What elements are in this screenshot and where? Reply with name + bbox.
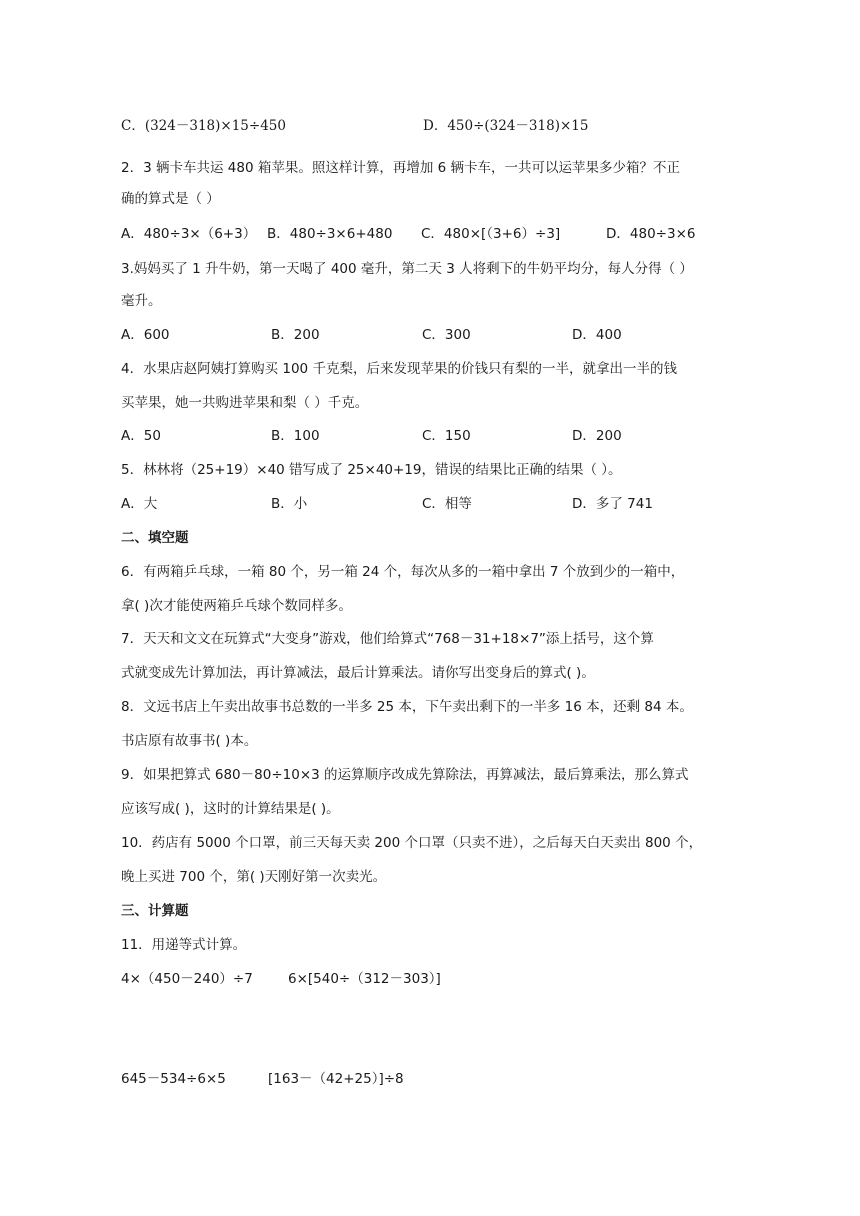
q7-text-line1: 7．天天和文文在玩算式“大变身”游戏，他们给算式“768－31+18×7”添上括号，这个算 [121,631,654,647]
q11-expression-3: 645－534÷6×5 [121,1071,226,1087]
q8-text-line2: 书店原有故事书( )本。 [121,733,258,749]
q3-text-line1: 3.妈妈买了 1 升牛奶，第一天喝了 400 毫升，第二天 3 人将剩下的牛奶平均分，每人分得（ ） [121,261,693,277]
q4-option-d[interactable]: D．200 [572,428,622,444]
q2-options-row [0,224,860,244]
q1-options-row [0,116,860,136]
q7-text-line2: 式就变成先计算加法，再计算减法，最后计算乘法。请你写出变身后的算式( )。 [121,665,595,681]
q3-option-a[interactable]: A．600 [121,327,170,343]
q10-text-line2: 晚上买进 700 个，第( )天刚好第一次卖光。 [121,869,387,885]
q11-title: 11．用递等式计算。 [121,937,247,953]
q2-option-a[interactable]: A．480÷3×（6+3） [121,226,257,242]
q9-text-line1: 9．如果把算式 680－80÷10×3 的运算顺序改成先算除法，再算减法，最后算乘法，那么算式 [121,767,689,783]
q4-options-row [0,426,860,446]
q2-option-b[interactable]: B．480÷3×6+480 [267,226,393,242]
q4-option-a[interactable]: A．50 [121,428,161,444]
q5-options-row [0,494,860,514]
q4-text-line2: 买苹果，她一共购进苹果和梨（ ）千克。 [121,395,369,411]
q2-text-line1: 2．3 辆卡车共运 480 箱苹果。照这样计算，再增加 6 辆卡车，一共可以运苹果多少箱？不正 [121,160,680,176]
q3-option-c[interactable]: C．300 [422,327,471,343]
section-2-heading: 二、填空题 [121,530,189,546]
q5-text-line1: 5．林林将（25+19）×40 错写成了 25×40+19，错误的结果比正确的结果（ ）。 [121,462,622,478]
q2-option-d[interactable]: D．480÷3×6 [606,226,696,242]
q3-text-line2: 毫升。 [121,293,162,309]
q1-option-c[interactable]: C．(324－318)×15÷450 [121,118,286,134]
q4-option-c[interactable]: C．150 [422,428,471,444]
q9-text-line2: 应该写成( )，这时的计算结果是( )。 [121,801,340,817]
q5-option-b[interactable]: B．小 [271,496,308,512]
q5-option-a[interactable]: A．大 [121,496,158,512]
q2-text-line2: 确的算式是（ ） [121,191,220,207]
q3-option-d[interactable]: D．400 [572,327,622,343]
q6-text-line2: 拿( )次才能使两箱乒乓球个数同样多。 [121,598,352,614]
q6-text-line1: 6．有两箱乒乓球，一箱 80 个，另一箱 24 个，每次从多的一箱中拿出 7 个放到少的一箱中， [121,564,685,580]
q4-text-line1: 4．水果店赵阿姨打算购买 100 千克梨，后来发现苹果的价钱只有梨的一半，就拿出一半的钱 [121,361,677,377]
q1-option-d[interactable]: D．450÷(324－318)×15 [423,118,589,134]
q11-expression-1: 4×（450－240）÷7 [121,971,253,987]
q4-option-b[interactable]: B．100 [271,428,320,444]
q3-option-b[interactable]: B．200 [271,327,320,343]
q2-option-c[interactable]: C．480×[（3+6）÷3] [421,226,561,242]
q5-option-d[interactable]: D．多了 741 [572,496,653,512]
section-3-heading: 三、计算题 [121,903,189,919]
q8-text-line1: 8．文远书店上午卖出故事书总数的一半多 25 本，下午卖出剩下的一半多 16 本，还剩 84 本。 [121,699,693,715]
q3-options-row [0,325,860,345]
q11-expression-4: [163－（42+25）]÷8 [268,1071,404,1087]
q10-text-line1: 10．药店有 5000 个口罩，前三天每天卖 200 个口罩（只卖不进），之后每天白天卖出 800 个， [121,835,703,851]
q5-option-c[interactable]: C．相等 [422,496,472,512]
q11-expression-2: 6×[540÷（312－303）] [288,971,441,987]
